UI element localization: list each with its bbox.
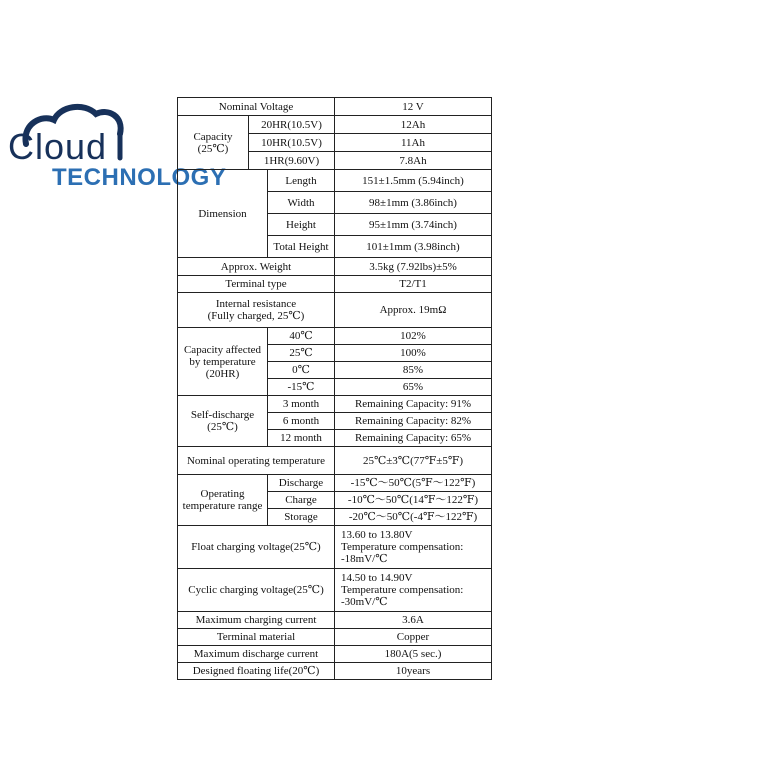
spec-value: Copper: [335, 629, 492, 646]
spec-condition: 25℃: [268, 345, 335, 362]
spec-value-line: Temperature compensation:: [341, 541, 464, 553]
table-row: [178, 663, 492, 680]
spec-value: 180A(5 sec.): [335, 646, 492, 663]
spec-value: 85%: [335, 362, 492, 379]
spec-value: 95±1mm (3.74inch): [335, 214, 492, 236]
capacity-group-label: [178, 116, 249, 170]
spec-value: 100%: [335, 345, 492, 362]
spec-label: Capacity: [193, 130, 233, 143]
spec-sublabel: (25℃): [207, 421, 238, 433]
spec-value: 12Ah: [335, 116, 492, 134]
spec-condition: Width: [268, 192, 335, 214]
spec-condition: 6 month: [268, 413, 335, 430]
spec-label: Internal resistance: [215, 298, 297, 310]
spec-value-line: Temperature compensation:: [341, 584, 464, 596]
spec-condition: Discharge: [268, 475, 335, 492]
spec-value: Remaining Capacity: 91%: [335, 396, 492, 413]
table-row: [178, 629, 492, 646]
spec-condition: 20HR(10.5V): [249, 116, 335, 134]
table-row: [178, 447, 492, 475]
spec-value: Remaining Capacity: 82%: [335, 413, 492, 430]
spec-condition: Storage: [268, 509, 335, 526]
spec-value: -15℃～50℃(5℉～122℉): [335, 475, 492, 492]
spec-value-line: -30mV/℃: [341, 596, 388, 608]
spec-value: 3.6A: [335, 612, 492, 629]
spec-label: Nominal operating temperature: [178, 447, 335, 475]
spec-sublabel: (25℃): [197, 142, 229, 155]
spec-value-line: 13.60 to 13.80V: [341, 529, 413, 541]
spec-value: 98±1mm (3.86inch): [335, 192, 492, 214]
spec-label: Cyclic charging voltage(25℃): [178, 569, 335, 612]
spec-label: Designed floating life(20℃): [178, 663, 335, 680]
spec-label: Capacity affected by temperature (20HR): [178, 328, 268, 396]
table-row: [178, 328, 492, 345]
table-row: [178, 116, 492, 134]
spec-value: 10years: [335, 663, 492, 680]
spec-label: Operating temperature range: [178, 475, 268, 526]
internal-resistance-label: [178, 293, 335, 328]
spec-condition: 0℃: [268, 362, 335, 379]
spec-value: 3.5kg (7.92lbs)±5%: [335, 258, 492, 276]
spec-value: 101±1mm (3.98inch): [335, 236, 492, 258]
table-row: [178, 293, 492, 328]
spec-value: 25℃±3℃(77℉±5℉): [335, 447, 492, 475]
spec-value: [335, 526, 492, 569]
spec-label: Terminal material: [178, 629, 335, 646]
spec-value: 12 V: [335, 98, 492, 116]
spec-value: Remaining Capacity: 65%: [335, 430, 492, 447]
spec-label: Approx. Weight: [178, 258, 335, 276]
spec-label: Terminal type: [178, 276, 335, 293]
spec-condition: Total Height: [268, 236, 335, 258]
spec-condition: 1HR(9.60V): [249, 152, 335, 170]
spec-sublabel: (Fully charged, 25℃): [207, 310, 305, 322]
spec-condition: 3 month: [268, 396, 335, 413]
table-row: [178, 258, 492, 276]
spec-value: 11Ah: [335, 134, 492, 152]
battery-spec-table: [177, 97, 492, 680]
table-row: [178, 396, 492, 413]
spec-label: Self-discharge: [190, 409, 255, 421]
spec-value: -10℃～50℃(14℉～122℉): [335, 492, 492, 509]
spec-value: Approx. 19mΩ: [335, 293, 492, 328]
spec-condition: -15℃: [268, 379, 335, 396]
spec-condition: Charge: [268, 492, 335, 509]
spec-value: 151±1.5mm (5.94inch): [335, 170, 492, 192]
spec-label: Maximum charging current: [178, 612, 335, 629]
spec-value: -20℃～50℃(-4℉～122℉): [335, 509, 492, 526]
table-row: [178, 170, 492, 192]
table-row: [178, 569, 492, 612]
table-row: [178, 98, 492, 116]
spec-value: 65%: [335, 379, 492, 396]
spec-condition: 12 month: [268, 430, 335, 447]
spec-value: 7.8Ah: [335, 152, 492, 170]
spec-value: 102%: [335, 328, 492, 345]
spec-label: Nominal Voltage: [178, 98, 335, 116]
table-row: [178, 475, 492, 492]
table-row: [178, 612, 492, 629]
self-discharge-label: [178, 396, 268, 447]
table-row: [178, 526, 492, 569]
spec-value: T2/T1: [335, 276, 492, 293]
spec-condition: Height: [268, 214, 335, 236]
logo-wordmark: Cloud: [8, 126, 108, 167]
spec-label: Dimension: [178, 170, 268, 258]
table-row: [178, 276, 492, 293]
table-row: [178, 646, 492, 663]
spec-condition: 10HR(10.5V): [249, 134, 335, 152]
spec-label: Maximum discharge current: [178, 646, 335, 663]
spec-condition: Length: [268, 170, 335, 192]
spec-label: Float charging voltage(25℃): [178, 526, 335, 569]
spec-value-line: 14.50 to 14.90V: [341, 572, 413, 584]
logo-tagline: TECHNOLOGY: [52, 164, 227, 191]
spec-value: [335, 569, 492, 612]
spec-condition: 40℃: [268, 328, 335, 345]
spec-value-line: -18mV/℃: [341, 553, 388, 565]
